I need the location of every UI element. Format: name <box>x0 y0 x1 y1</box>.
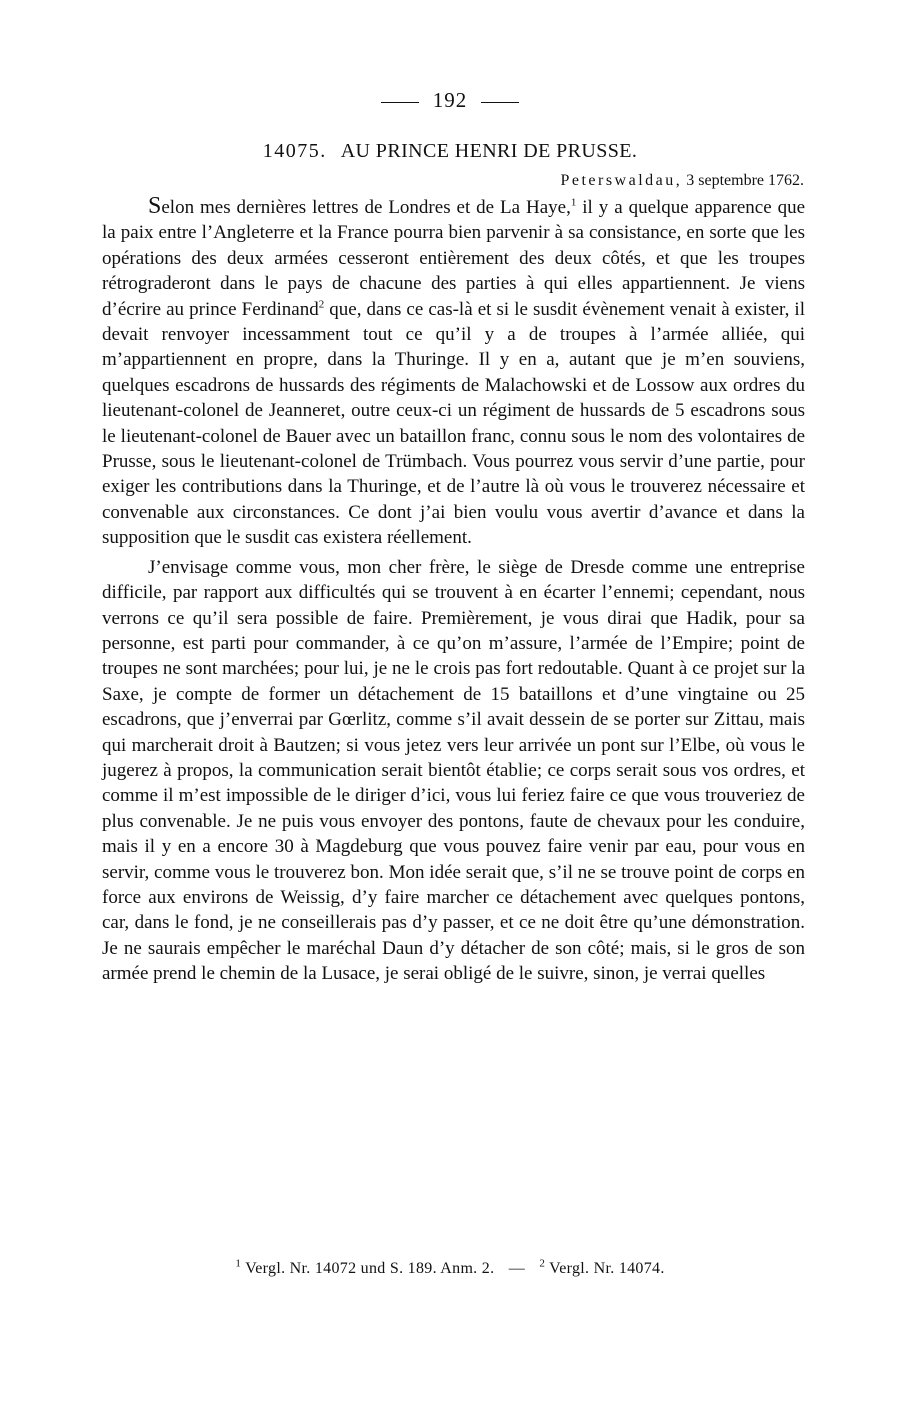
dateline-place: Peterswaldau, <box>560 172 683 189</box>
letter-number: 14075. <box>262 140 327 162</box>
dateline <box>560 172 804 190</box>
footnote-2-mark: 2 <box>539 1257 546 1270</box>
footnote-2-text: Vergl. Nr. 14074. <box>549 1260 665 1277</box>
paragraph-1-part-1: Selon mes dernières lettres de Londres et de La Haye, <box>148 193 571 219</box>
paragraph-2: J’envisage comme vous, mon cher frère, le siège de Dresde comme une entreprise difficile, par rapport aux difficultés qui se trouvent à en écarter l’ennemi; cependant, nous verrons ce qu’il sera possible de faire. Premièrement, je vous dirai que Hadik, pour sa personne, est parti pour commander, à ce qu’on m’assure, l’armée de l’Empire; point de troupes ne sont marchées; pour lui, je ne le crois pas fort redoutable. Quant à ce projet sur la Saxe, je compte de former un détachement de 15 bataillons et d’une vingtaine ou 25 escadrons, que j’enverrai par Gœrlitz, comme s’il avait dessein de se porter sur Zittau, mais qui marcherait droit à Bautzen; si vous jetez vers leur arrivée un pont sur l’Elbe, où vous le jugerez à propos, la communication serait bientôt établie; ce corps serait sous vos ordres, et comme il m’est impossible de le diriger d’ici, vous lui feriez faire ce que vous trouveriez de plus convenable. Je ne puis vous envoyer des pontons, faute de chevaux pour les conduire, mais il y en a encore 30 à Magdeburg que vous pouvez faire venir par eau, pour vous en servir, comme vous le trouverez bon. Mon idée serait que, s’il ne se trouve point de corps en force aux environs de Weissig, d’y faire marcher ce détachement avec quelques pontons, car, dans le fond, je ne conseillerais pas d’y passer, et ce ne doit être qu’une démonstration. Je ne saurais empêcher le maréchal Daun d’y détacher de son côté; mais, si le gros de son armée prend le chemin de la Lusace, je serai obligé de le suivre, sinon, je verrai quelles <box>102 556 805 985</box>
paragraph-1-part-3: que, dans ce cas-là et si le susdit évènement venait à exister, il devait renvoyer incessamment tout ce qu’il y a de troupes à l’armée alliée, qui m’appartiennent en propre, dans la Thuringe. Il y en a, autant que je m’en souviens, quelques escadrons de hussards des régiments de Malachowski et de Lossow aux ordres du lieutenant-colonel de Jeanneret, outre ceux-ci un régiment de hussards de 5 escadrons sous le lieutenant-colonel de Bauer avec un bataillon franc, connu sous le nom des volontaires de Prusse, sous le lieutenant-colonel de Trümbach. Vous pourrez vous servir d’une partie, pour exiger les contributions dans la Thuringe, et de l’autre là où vous le trouverez nécessaire et convenable aux circonstances. Ce dont j’ai bien voulu vous avertir d’avance et dans la supposition que le susdit cas existera réellement. <box>102 298 805 549</box>
dateline-date: 3 septembre 1762. <box>686 172 804 189</box>
footnote-1-mark: 1 <box>235 1257 242 1270</box>
page-number <box>0 88 900 113</box>
footnote-ref-2: 2 <box>318 298 325 311</box>
paragraph-1 <box>102 194 805 551</box>
footnote-ref-1: 1 <box>570 196 577 209</box>
footnotes <box>0 1257 900 1278</box>
page-number-left-rule <box>381 102 419 103</box>
footnote-1-text: Vergl. Nr. 14072 und S. 189. Anm. 2. <box>245 1260 495 1277</box>
footnote-separator: — <box>508 1260 526 1277</box>
letter-heading <box>0 140 900 163</box>
page-number-text: 192 <box>432 88 468 112</box>
letter-body <box>102 194 805 987</box>
paragraph-1-part-2: il y a quelque apparence que la paix entre l’Angleterre et la France pourra bien parvenir à sa consistance, en sorte que les opérations des deux armées cesseront entièrement des deux côtés, et que les troupes rétrograderont dans le pays de chacune des parties à qui elles appartiennent. Je viens d’écrire au prince Ferdinand <box>102 197 805 320</box>
letter-title: AU PRINCE HENRI DE PRUSSE. <box>340 140 638 162</box>
page-number-right-rule <box>481 102 519 103</box>
